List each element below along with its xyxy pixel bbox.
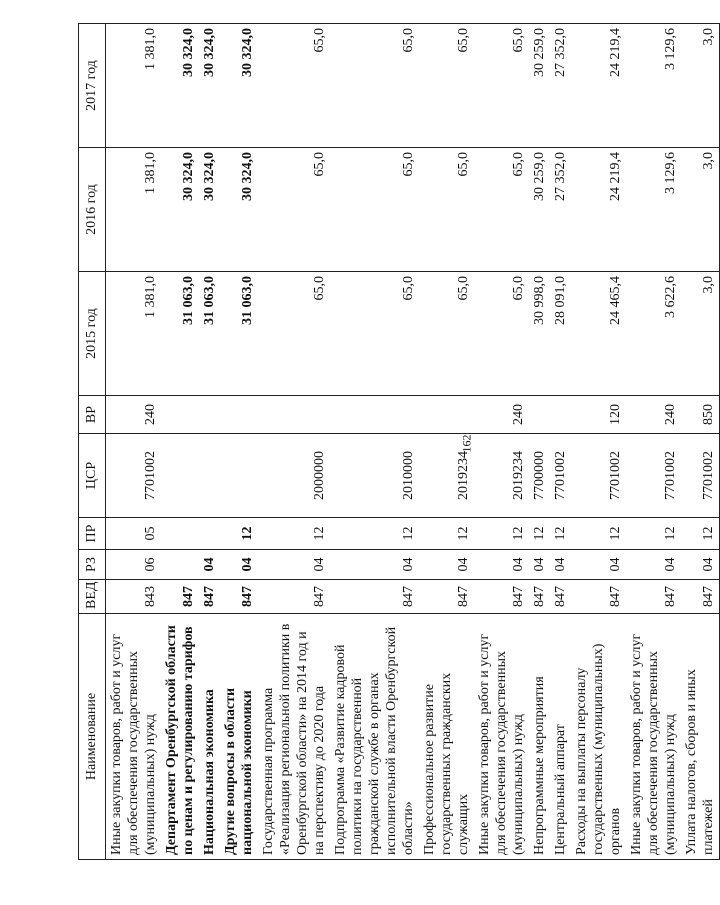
row-vr	[161, 396, 199, 434]
row-vr: 240	[474, 396, 529, 434]
row-csr: 7700000	[529, 434, 550, 518]
row-pr: 12	[258, 518, 330, 550]
row-2017: 30 259,0	[529, 24, 550, 148]
row-2016: 3 129,6	[626, 148, 681, 272]
row-name: Другие вопросы в области национальной экономики	[220, 614, 258, 860]
row-vr: 120	[571, 396, 626, 434]
row-ved: 847	[626, 580, 681, 614]
row-2016: 30 259,0	[529, 148, 550, 272]
row-vr	[419, 396, 474, 434]
row-name: Профессиональное развитие государственных гражданских служащих	[419, 614, 474, 860]
row-pr: 12	[419, 518, 474, 550]
row-name: Государственная программа «Реализация региональной политики в Оренбургской области» на 2014 год и на перспективу до 2020 года	[258, 614, 330, 860]
row-rz: 04	[258, 550, 330, 580]
row-2015: 65,0	[258, 272, 330, 396]
row-name: Иные закупки товаров, работ и услуг для обеспечения государственных (муниципальных) нужд	[474, 614, 529, 860]
row-csr	[220, 434, 258, 518]
table-row	[626, 24, 681, 860]
row-2015: 65,0	[419, 272, 474, 396]
row-2017: 65,0	[474, 24, 529, 148]
row-2016: 30 324,0	[161, 148, 199, 272]
row-vr	[330, 396, 419, 434]
row-2015: 1 381,0	[106, 272, 162, 396]
row-vr	[529, 396, 550, 434]
row-csr: 7701002	[571, 434, 626, 518]
row-pr	[161, 518, 199, 550]
row-pr: 12	[571, 518, 626, 550]
row-2016: 27 352,0	[550, 148, 571, 272]
row-2016: 1 381,0	[106, 148, 162, 272]
row-2016: 30 324,0	[220, 148, 258, 272]
table-row	[220, 24, 258, 860]
row-2017: 27 352,0	[550, 24, 571, 148]
header-2016: 2016 год	[79, 148, 106, 272]
row-rz: 04	[529, 550, 550, 580]
row-name: Национальная экономика	[199, 614, 220, 860]
row-2017: 65,0	[330, 24, 419, 148]
row-pr: 12	[220, 518, 258, 550]
row-csr	[199, 434, 220, 518]
row-name: Уплата налогов, сборов и иных платежей	[681, 614, 720, 860]
page-number: 162	[459, 434, 474, 453]
row-2015: 31 063,0	[220, 272, 258, 396]
table-row	[161, 24, 199, 860]
row-2015: 65,0	[330, 272, 419, 396]
row-ved: 847	[681, 580, 720, 614]
table-row	[474, 24, 529, 860]
header-ved: ВЕД	[79, 580, 106, 614]
row-2015: 65,0	[474, 272, 529, 396]
row-pr	[199, 518, 220, 550]
row-rz: 06	[106, 550, 162, 580]
row-pr: 12	[626, 518, 681, 550]
header-vr: ВР	[79, 396, 106, 434]
row-name: Департамент Оренбургской области по ценам и регулированию тарифов	[161, 614, 199, 860]
row-2017: 30 324,0	[161, 24, 199, 148]
row-rz: 04	[626, 550, 681, 580]
row-pr: 12	[330, 518, 419, 550]
row-ved: 847	[330, 580, 419, 614]
table-row	[106, 24, 162, 860]
row-rz	[161, 550, 199, 580]
row-rz: 04	[474, 550, 529, 580]
row-ved: 847	[199, 580, 220, 614]
row-ved: 847	[571, 580, 626, 614]
row-name: Центральный аппарат	[550, 614, 571, 860]
row-csr: 7701002	[550, 434, 571, 518]
row-csr: 2019234	[419, 434, 474, 518]
header-2015: 2015 год	[79, 272, 106, 396]
row-rz: 04	[220, 550, 258, 580]
row-2017: 3,0	[681, 24, 720, 148]
row-2016: 65,0	[258, 148, 330, 272]
row-ved: 847	[529, 580, 550, 614]
row-ved: 847	[419, 580, 474, 614]
row-ved: 847	[161, 580, 199, 614]
table-row	[419, 24, 474, 860]
row-2016: 24 219,4	[571, 148, 626, 272]
row-2017: 1 381,0	[106, 24, 162, 148]
row-pr: 12	[529, 518, 550, 550]
row-ved: 847	[550, 580, 571, 614]
row-csr: 7701002	[106, 434, 162, 518]
row-vr	[220, 396, 258, 434]
table-row	[550, 24, 571, 860]
header-2017: 2017 год	[79, 24, 106, 148]
row-rz: 04	[571, 550, 626, 580]
header-rz: РЗ	[79, 550, 106, 580]
row-ved: 843	[106, 580, 162, 614]
row-2015: 31 063,0	[161, 272, 199, 396]
row-pr: 05	[106, 518, 162, 550]
row-pr: 12	[550, 518, 571, 550]
row-name: Непрограммные мероприятия	[529, 614, 550, 860]
row-rz: 04	[681, 550, 720, 580]
row-ved: 847	[474, 580, 529, 614]
row-csr: 7701002	[626, 434, 681, 518]
row-2017: 30 324,0	[220, 24, 258, 148]
row-2017: 3 129,6	[626, 24, 681, 148]
rotated-page-content	[78, 24, 716, 860]
row-ved: 847	[258, 580, 330, 614]
table-row	[681, 24, 720, 860]
row-pr: 12	[474, 518, 529, 550]
table-row	[571, 24, 626, 860]
table-row	[258, 24, 330, 860]
budget-table	[78, 23, 720, 860]
row-2016: 65,0	[474, 148, 529, 272]
row-2015: 3 622,6	[626, 272, 681, 396]
row-2016: 65,0	[419, 148, 474, 272]
row-pr: 12	[681, 518, 720, 550]
row-vr: 850	[681, 396, 720, 434]
row-name: Подпрограмма «Развитие кадровой политики на государственной гражданской службе в органах исполнительной власти Оренбургской области»	[330, 614, 419, 860]
row-2016: 3,0	[681, 148, 720, 272]
table-row	[199, 24, 220, 860]
header-name: Наименование	[79, 614, 106, 860]
table-header-row	[79, 24, 106, 860]
row-vr	[199, 396, 220, 434]
header-csr: ЦСР	[79, 434, 106, 518]
row-2017: 65,0	[258, 24, 330, 148]
row-ved: 847	[220, 580, 258, 614]
row-2015: 30 998,0	[529, 272, 550, 396]
row-2017: 24 219,4	[571, 24, 626, 148]
table-row	[330, 24, 419, 860]
row-2015: 28 091,0	[550, 272, 571, 396]
row-rz: 04	[419, 550, 474, 580]
row-csr: 2019234	[474, 434, 529, 518]
table-row	[529, 24, 550, 860]
row-csr: 2000000	[258, 434, 330, 518]
row-name: Иные закупки товаров, работ и услуг для обеспечения государственных (муниципальных) нужд	[626, 614, 681, 860]
row-csr: 7701002	[681, 434, 720, 518]
row-name: Иные закупки товаров, работ и услуг для обеспечения государственных (муниципальных) нужд	[106, 614, 162, 860]
row-2016: 30 324,0	[199, 148, 220, 272]
row-vr: 240	[106, 396, 162, 434]
row-rz: 04	[330, 550, 419, 580]
row-rz: 04	[199, 550, 220, 580]
row-vr	[258, 396, 330, 434]
row-2017: 30 324,0	[199, 24, 220, 148]
row-name: Расходы на выплаты персоналу государственных (муниципальных) органов	[571, 614, 626, 860]
row-2015: 3,0	[681, 272, 720, 396]
row-vr: 240	[626, 396, 681, 434]
header-pr: ПР	[79, 518, 106, 550]
row-csr: 2010000	[330, 434, 419, 518]
row-csr	[161, 434, 199, 518]
row-rz: 04	[550, 550, 571, 580]
row-2017: 65,0	[419, 24, 474, 148]
row-vr	[550, 396, 571, 434]
row-2015: 24 465,4	[571, 272, 626, 396]
row-2015: 31 063,0	[199, 272, 220, 396]
row-2016: 65,0	[330, 148, 419, 272]
